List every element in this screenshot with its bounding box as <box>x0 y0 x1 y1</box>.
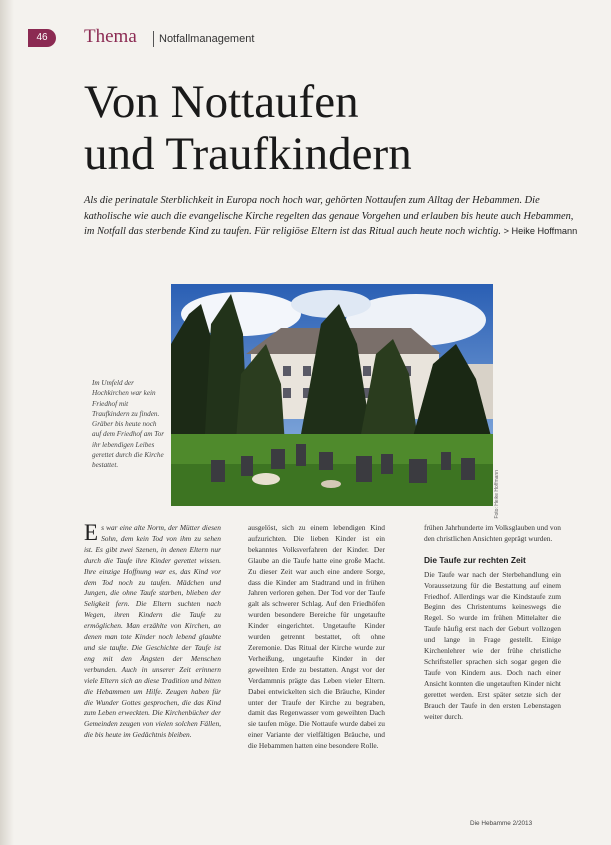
photo-caption: Im Umfeld der Hochkirchen war kein Friedhof mit Traufkindern zu finden. Gräber bis heute noch auf dem Friedhof am Tor ihr lebendigen Leibes gerettet durch die Kirche bestattet. <box>92 379 165 470</box>
column-1-text: s war eine alte Norm, der Mütter diesen Sohn, dem kein Tod von ihm zu sehen ist. Es gibt zwei Szenen, in denen Eltern nur durch die Taufe ihre Kinder gerettet wissen. Ihre einzige Hoffnung war es, das Kind vor dem Tod noch zu taufen. Mädchen und Jungen, die ohne Taufe starben, blieben der Seligkeit fern. Die Eltern suchten nach Wegen, ihren Kindern die Taufe zu ermöglichen. Man erzählte von Kirchen, an denen man tote Kinder noch lebend glaubte und sie taufte. Die Geschichte der Taufe ist eng mit den Ängsten der Menschen verbunden. Auch in unserer Zeit erinnern viele Eltern sich an diese Tradition und bitten die Hebammen um Hilfe. Zeugen haben für die Wunder Gottes gesprochen, die das Kind zum Leben erweckten. Die Kirchenbücher der Gemeinden zeugen von vielen solchen Fällen, die bis heute im Gedächtnis bleiben. <box>84 523 221 740</box>
page-header <box>28 28 588 50</box>
header-divider <box>153 31 154 47</box>
article-title <box>84 76 564 180</box>
column-3-intro: frühen Jahrhunderte im Volksglauben und von den christlichen Ansichten geprägt wurden. <box>424 523 561 543</box>
photo-credit: Foto: Heike Hoffmann <box>494 470 500 519</box>
page-number-badge: 46 <box>28 29 56 47</box>
section-title: Thema <box>84 26 137 47</box>
text-column-3 <box>424 523 561 722</box>
section-topic: Notfallmanagement <box>159 33 255 45</box>
title-line-1: Von Nottaufen <box>84 76 359 128</box>
title-line-2: und Traufkindern <box>84 128 412 180</box>
page-shadow <box>0 0 14 845</box>
lead-text: Als die perinatale Sterblichkeit in Europa noch hoch war, gehörten Nottaufen zum Alltag der Hebammen. Die katholische wie auch die evangelische Kirche regelten das genaue Vorgehen und erlauben bis heute auch Hebammen, im Notfall das sterbende Kind zu taufen. Für religiöse Eltern ist das Ritual auch heute noch wichtig. <box>84 195 574 238</box>
column-3-text: Die Taufe war nach der Sterbehandlung ein Voraussetzung für die Bestattung auf einem Friedhof. Allerdings war die Kindstaufe zum Beginn des Christentums keineswegs die Regel. So wurde im frühen Mittelalter die Taufe häufig erst nach der Geburt vollzogen und lange in Frage gestellt. Einige Kirchenlehrer wie der frühe christliche Schriftsteller sprachen sich sogar gegen die Taufe von Kindern aus. Doch nach einer Ansicht konnten die ungetauften Kinder nicht gerettet werden. Erst später setzte sich der Brauch der Taufe in den ersten Lebenstagen weiter durch. <box>424 569 561 721</box>
text-column-2: ausgelöst, sich zu einem lebendigen Kind aufzurichten. Die lieben Kinder ist ein bekanntes Volksverfahren der Kinder. Der Glaube an die Taufe hatte eine große Macht. Zu dieser Zeit war auch eine andere Sorge, dass die Kinder am Stadtrand und in frühen Jahren verloren gehen. Der Tod vor der Taufe galt als schwerer Schlag. Auf den Friedhöfen wurden besondere Bereiche für ungetaufte Kinder eingerichtet. Ungetaufte Kinder wurden getrennt bestattet, oft ohne Zeremonie. Das Ritual der Kirche wurde zur Verheißung, ungetaufte Kinder in der geweihten Erde zu bestatten. Angst vor der Verdammnis prägte das Leben vieler Eltern. Dabei entwickelten sich die Bräuche, Kinder unter der Traufe der Kirche zu begraben, damit das Regenwasser vom geweihten Dach sie taufen möge. Die Nottaufe wurde dabei zu einer Variante der vielfältigen Bräuche, und die Hebammen hatten eine besondere Rolle. <box>248 523 385 751</box>
cemetery-illustration <box>171 284 493 506</box>
text-column-1 <box>84 520 221 741</box>
cemetery-photo <box>171 284 493 506</box>
article-lead <box>84 193 584 240</box>
page-footer: Die Hebamme 2/2013 <box>470 820 533 827</box>
subheading: Die Taufe zur rechten Zeit <box>424 554 526 565</box>
drop-cap: E <box>84 520 99 545</box>
author-byline: > Heike Hoffmann <box>503 226 578 237</box>
